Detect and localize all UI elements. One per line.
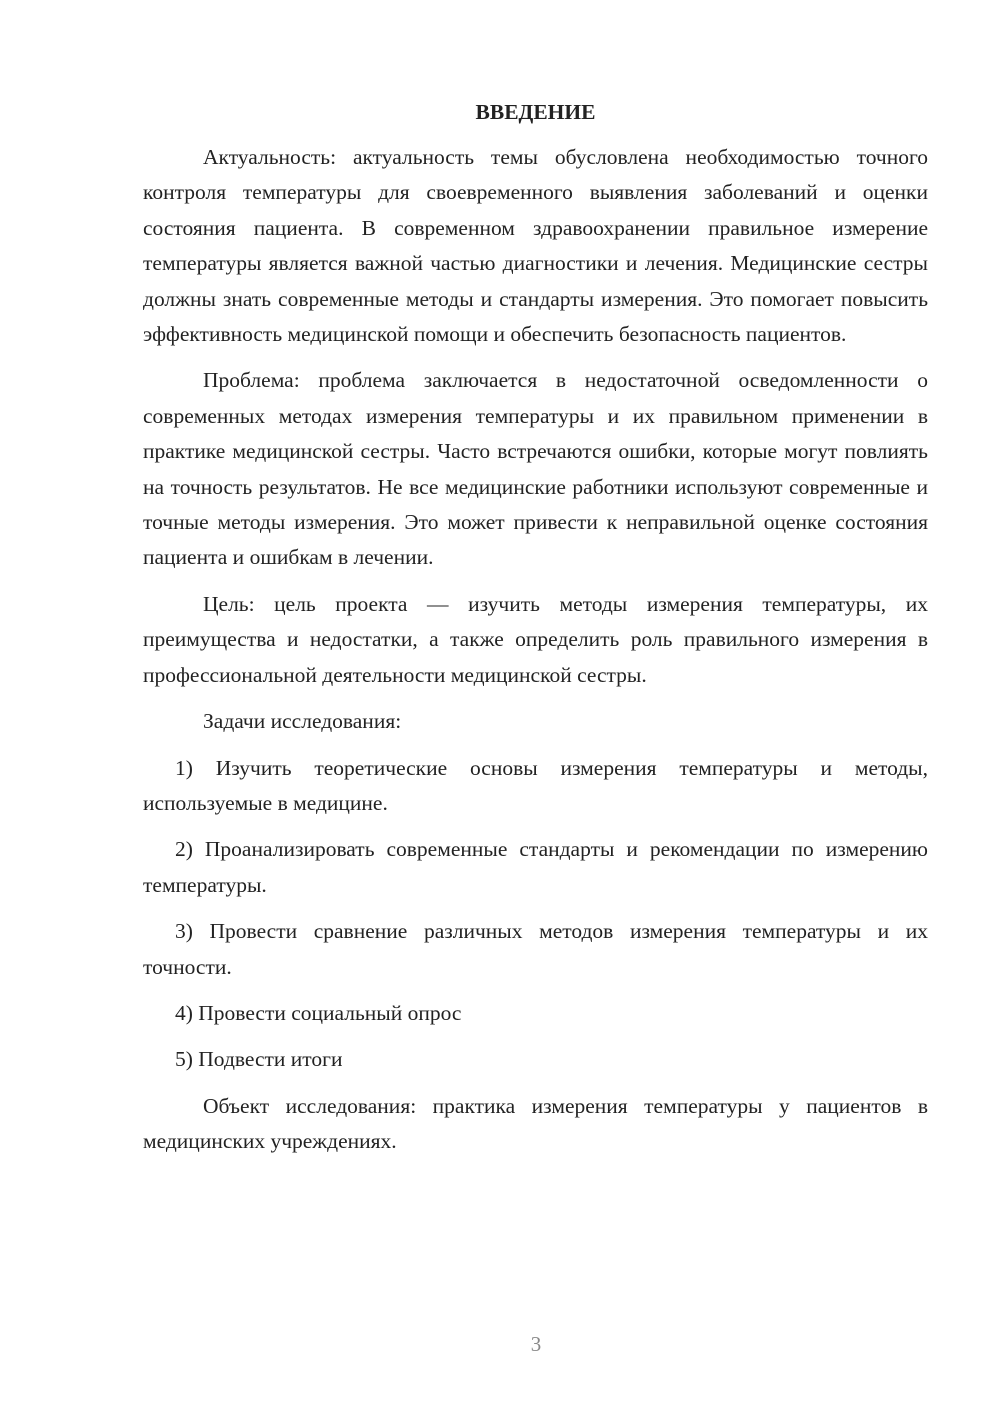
tasks-title: Задачи исследования: — [203, 709, 402, 734]
document-page — [143, 95, 928, 1160]
spacer — [143, 1031, 928, 1042]
task-item-3: 3) Провести сравнение различных методов измерения температуры и их точности. — [143, 919, 928, 979]
task-item-2: 2) Проанализировать современные стандарты и рекомендации по измерению температуры. — [143, 837, 928, 897]
goal-paragraph: Цель: цель проекта — изучить методы измерения температуры, их преимущества и недостатки, а также определить роль правильного измерения в профессиональной деятельности медицинской сестры. — [143, 591, 928, 687]
task-item-5: 5) Подвести итоги — [175, 1047, 343, 1072]
problem-paragraph: Проблема: проблема заключается в недостаточной осведомленности о современных методах измерения температуры и их правильном применении в практике медицинской сестры. Часто встречаются ошибки, которые могут повлиять на точность результатов. Не все медицинские работники используют современные и точные методы измерения. Это может привести к неправильной оценке состояния пациента и ошибкам в лечении. — [143, 368, 928, 570]
page-number: 3 — [530, 1332, 542, 1356]
spacer — [143, 903, 928, 914]
task-item-4: 4) Провести социальный опрос — [175, 1000, 462, 1025]
spacer — [143, 985, 928, 996]
spacer — [143, 576, 928, 587]
spacer — [143, 693, 928, 704]
spacer — [143, 1078, 928, 1089]
object-paragraph: Объект исследования: практика измерения температуры у пациентов в медицинских учреждениях. — [143, 1093, 928, 1154]
relevance-paragraph: Актуальность: актуальность темы обусловлена необходимостью точного контроля температуры для своевременного выявления заболеваний и оценки состояния пациента. В современном здравоохранении правильное измерение температуры является важной частью диагностики и лечения. Медицинские сестры должны знать современные методы и стандарты измерения. Это помогает повысить эффективность медицинской помощи и обеспечить безопасность пациентов. — [143, 145, 928, 347]
task-item-1: 1) Изучить теоретические основы измерения температуры и методы, используемые в медицине. — [143, 755, 928, 815]
spacer — [143, 821, 928, 832]
spacer — [143, 740, 928, 751]
spacer — [143, 352, 928, 363]
page-title: ВВЕДЕНИЕ — [475, 100, 596, 124]
